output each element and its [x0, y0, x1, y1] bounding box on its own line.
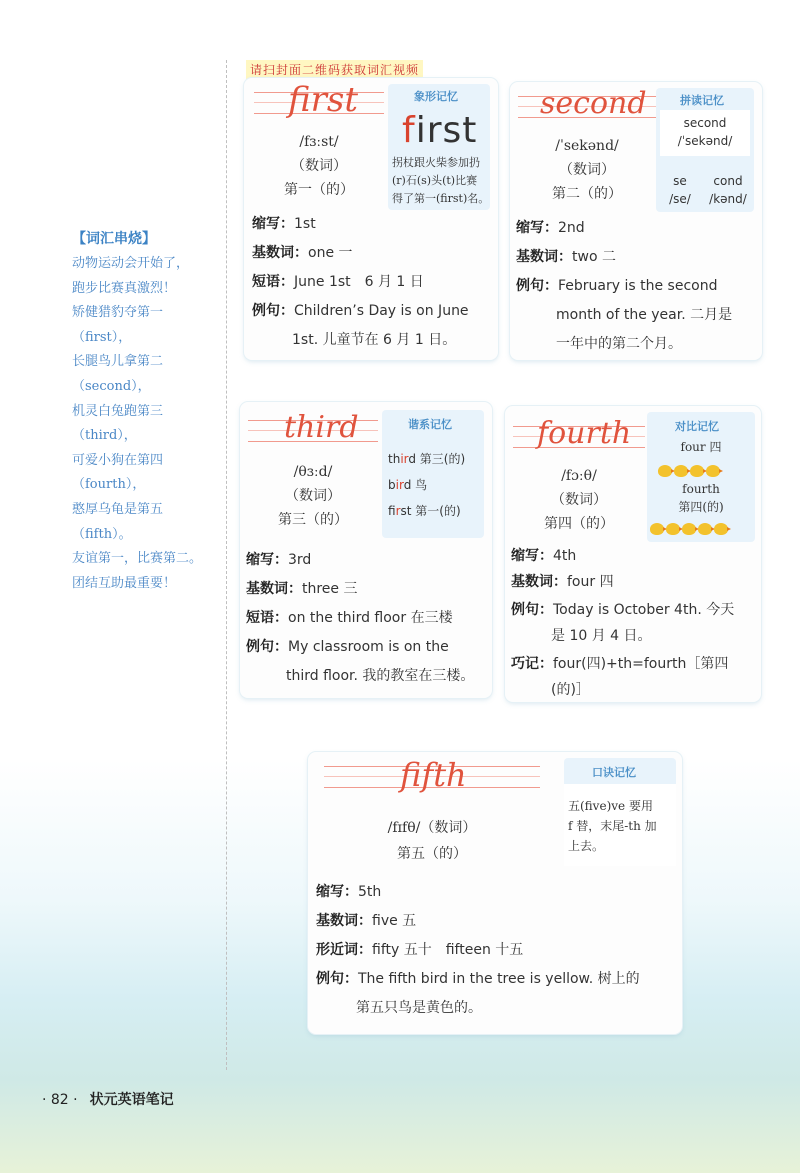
word-heading: second — [540, 86, 647, 121]
part-of-speech: （数词） — [551, 492, 607, 508]
memory-title: 拼读记忆 — [680, 94, 724, 107]
memory-word: first — [402, 110, 478, 151]
rhyme-line: 机灵白兔跑第三 — [72, 403, 164, 419]
rhyme-line: （second）， — [72, 378, 151, 394]
chick-icon — [650, 523, 664, 535]
memory-b: fourth 第四(的) — [678, 482, 724, 514]
memory-text: 五(five)ve 要用 f 替，末尾-th 加 上去。 — [568, 799, 657, 853]
memory-title: 谐系记忆 — [408, 418, 452, 431]
sidebar-title: 【词汇串烧】 — [72, 231, 156, 247]
info-row: 例句：Children’s Day is on June — [252, 303, 469, 319]
chicks-fourth — [649, 520, 729, 539]
rhyme-line: 可爱小狗在第四 — [72, 452, 164, 468]
memory-box — [656, 88, 754, 212]
info-row: 例句：Today is October 4th. 今天 — [511, 602, 735, 618]
phonetic: /fɪfθ/（数词） — [387, 820, 477, 836]
part-of-speech: （数词） — [291, 158, 347, 174]
word-heading: fifth — [400, 756, 467, 794]
info-row: 例句：The fifth bird in the tree is yellow. 树上的 — [316, 971, 640, 987]
info-row: 1st. 儿童节在 6 月 1 日。 — [292, 332, 457, 348]
memory-text: 拐杖跟火柴参加扔 (r)石(s)头(t)比赛 得了第一(first)名。 — [392, 156, 490, 205]
memory-box — [388, 84, 490, 210]
info-row: 短语：on the third floor 在三楼 — [246, 610, 453, 626]
scan-qr-banner: 请扫封面二维码获取词汇视频 — [246, 60, 423, 79]
chick-icon — [690, 465, 704, 477]
info-row: 基数词：one 一 — [252, 245, 353, 261]
rhyme-line: 憨厚乌龟是第五 — [72, 501, 164, 517]
memory-box — [647, 412, 755, 542]
info-row: 缩写：2nd — [516, 220, 585, 236]
book-title: 状元英语笔记 — [89, 1092, 174, 1108]
chick-icon — [666, 523, 680, 535]
info-row: 缩写：4th — [511, 548, 577, 564]
card-fourth — [505, 406, 761, 702]
card-third — [240, 402, 492, 698]
info-row: 形近词：fifty 五十 fifteen 十五 — [316, 942, 524, 958]
chick-icon — [674, 465, 688, 477]
word-heading: first — [288, 80, 359, 120]
info-row: 缩写：3rd — [246, 552, 312, 568]
memory-box — [382, 410, 484, 538]
word-heading: fourth — [537, 416, 632, 451]
rhyme-line: 矫健猎豹夺第一 — [72, 305, 164, 321]
memory-box — [564, 758, 676, 866]
memory-syllable-right: cond /kənd/ — [709, 174, 747, 206]
info-row: (的)］ — [551, 682, 590, 698]
chick-icon — [706, 465, 720, 477]
info-row: 基数词：two 二 — [516, 249, 616, 265]
page-number: · 82 · — [42, 1092, 78, 1108]
part-of-speech: （数词） — [559, 162, 615, 178]
rhyme-line: 友谊第一，比赛第二。 — [72, 551, 203, 567]
phonetic: /fɔːθ/ — [561, 468, 597, 484]
chick-icon — [714, 523, 728, 535]
meaning: 第三（的） — [278, 512, 348, 528]
memory-syllable-left: se /se/ — [669, 174, 691, 206]
part-of-speech: （数词） — [285, 488, 341, 504]
info-row: third floor. 我的教室在三楼。 — [286, 668, 475, 684]
page-footer — [42, 1089, 174, 1109]
info-row: 第五只鸟是黄色的。 — [356, 1000, 482, 1016]
info-row: 基数词：three 三 — [246, 581, 358, 597]
meaning: 第四（的） — [544, 516, 614, 532]
phonetic: /θɜːd/ — [293, 464, 333, 480]
info-row: 基数词：four 四 — [511, 574, 614, 590]
memory-lines: third 第三(的) bird 鸟 first 第一(的) — [388, 452, 466, 518]
chick-icon — [682, 523, 696, 535]
chick-icon — [698, 523, 712, 535]
rhyme-line: （third）， — [72, 428, 137, 444]
memory-a: four 四 — [680, 440, 722, 454]
chicks-four — [657, 462, 721, 481]
card-first — [244, 78, 498, 360]
meaning: 第五（的） — [397, 846, 467, 862]
word-heading: third — [284, 410, 359, 445]
rhyme-line: （first）， — [72, 329, 132, 345]
rhyme-line: 动物运动会开始了， — [72, 256, 190, 271]
divider-line — [226, 60, 227, 1070]
chick-icon — [658, 465, 672, 477]
phonetic: /ˈsekənd/ — [555, 138, 619, 154]
info-row: 一年中的第二个月。 — [556, 336, 682, 352]
rhyme-line: 长腿鸟儿拿第二 — [72, 354, 164, 370]
memory-syllable-top: second /ˈsekənd/ — [677, 116, 733, 148]
rhyme-line: （fourth）， — [72, 477, 146, 493]
phonetic: /fɜːst/ — [299, 134, 339, 150]
info-row: month of the year. 二月是 — [556, 307, 733, 323]
info-row: 短语：June 1st 6 月 1 日 — [252, 274, 424, 290]
meaning: 第二（的） — [552, 186, 622, 202]
rhyme-line: （fifth）。 — [72, 526, 132, 542]
rhyme-line: 跑步比赛真激烈！ — [72, 280, 177, 296]
memory-title: 口诀记忆 — [592, 766, 636, 779]
card-second — [510, 82, 762, 360]
info-row: 例句：My classroom is on the — [246, 639, 449, 655]
info-row: 基数词：five 五 — [316, 913, 417, 929]
info-row: 缩写：1st — [252, 216, 316, 232]
rhyme-line: 团结互助最重要！ — [72, 575, 177, 591]
memory-title: 对比记忆 — [675, 420, 719, 433]
sidebar-rhyme — [72, 252, 202, 596]
info-row: 缩写：5th — [316, 884, 382, 900]
info-row: 例句：February is the second — [516, 278, 718, 294]
info-row: 是 10 月 4 日。 — [551, 628, 652, 644]
memory-title: 象形记忆 — [414, 90, 458, 103]
card-fifth — [308, 752, 682, 1034]
info-row: 巧记：four(四)+th=fourth［第四 — [511, 656, 729, 672]
meaning: 第一（的） — [284, 182, 354, 198]
